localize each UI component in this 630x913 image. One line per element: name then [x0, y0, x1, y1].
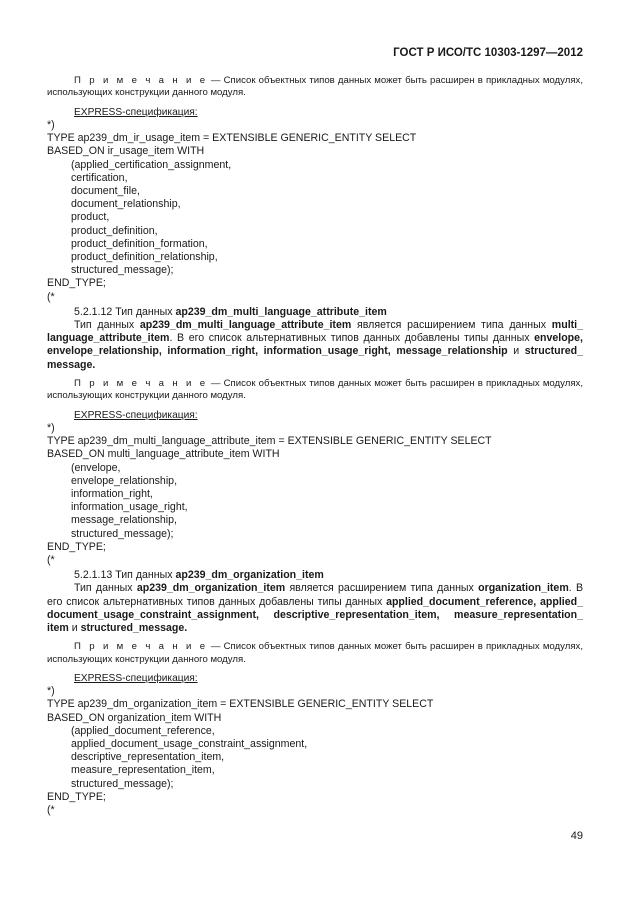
- open-comment: *): [47, 421, 55, 434]
- based-on-line: BASED_ON organization_item WITH: [47, 711, 222, 724]
- para-text: . В его список альтернативных типов данных добавлены типы данных: [47, 582, 584, 608]
- heading-number: 5.2.1.12 Тип данных: [74, 305, 176, 318]
- page-number: 49: [570, 830, 583, 842]
- para-text: является расширением типа данных: [351, 319, 552, 332]
- para-bold: multi_ language_attribute_item: [47, 319, 583, 345]
- select-item: applied_document_usage_constraint_assignment,: [71, 737, 308, 750]
- para-text: Тип данных: [74, 582, 137, 595]
- type-line: TYPE ap239_dm_ir_usage_item = EXTENSIBLE GENERIC_ENTITY SELECT: [47, 132, 417, 145]
- select-item: envelope_relationship,: [71, 474, 178, 487]
- open-comment: *): [47, 685, 55, 698]
- note-text: — Список объектных типов данных может быть расширен в прикладных модулях, использующих конструкции данного модуля.: [47, 75, 583, 99]
- code-block-3: [47, 685, 583, 817]
- select-item: structured_message);: [71, 777, 174, 790]
- select-item: structured_message);: [71, 264, 174, 277]
- select-item: (applied_certification_assignment,: [71, 158, 232, 171]
- select-item: (applied_document_reference,: [71, 724, 215, 737]
- note-text: — Список объектных типов данных может быть расширен в прикладных модулях, использующих конструкции данного модуля.: [47, 377, 583, 402]
- express-label-1: EXPRESS-спецификация:: [74, 106, 198, 118]
- para-bold: ap239_dm_multi_language_attribute_item: [139, 319, 352, 332]
- close-comment: (*: [47, 553, 55, 566]
- section-paragraph: [47, 319, 583, 372]
- para-bold: ap239_dm_organization_item: [136, 582, 286, 595]
- para-text: Тип данных: [74, 319, 140, 332]
- select-item: message_relationship,: [71, 514, 177, 527]
- close-comment: (*: [47, 803, 55, 816]
- select-item: product_definition_formation,: [71, 237, 208, 250]
- select-item: descriptive_representation_item,: [71, 751, 225, 764]
- close-comment: (*: [47, 290, 55, 303]
- select-item: information_right,: [71, 487, 153, 500]
- para-bold: structured_ message.: [47, 345, 583, 371]
- para-text: . В его список альтернативных типов данных добавлены типы данных: [169, 332, 535, 345]
- code-block-2: [47, 422, 583, 567]
- based-on-line: BASED_ON multi_language_attribute_item WITH: [47, 448, 280, 461]
- note-3: [47, 641, 583, 666]
- para-bold: organization_item: [478, 582, 569, 595]
- heading-name: ap239_dm_organization_item: [175, 569, 324, 582]
- note-label: П р и м е ч а н и е: [74, 641, 208, 653]
- select-item: (envelope,: [71, 461, 121, 474]
- note-label: П р и м е ч а н и е: [74, 377, 208, 389]
- select-item: information_usage_right,: [71, 501, 188, 514]
- page-content: [47, 70, 583, 817]
- select-item: document_relationship,: [71, 198, 181, 211]
- select-item: product,: [71, 211, 110, 224]
- based-on-line: BASED_ON ir_usage_item WITH: [47, 145, 205, 158]
- page-header: ГОСТ Р ИСО/ТС 10303-1297—2012: [393, 47, 583, 59]
- type-line: TYPE ap239_dm_multi_language_attribute_item = EXTENSIBLE GENERIC_ENTITY SELECT: [47, 435, 492, 448]
- note-text: — Список объектных типов данных может быть расширен в прикладных модулях, использующих конструкции данного модуля.: [47, 641, 583, 665]
- para-text: и: [68, 621, 81, 634]
- end-type-line: END_TYPE;: [47, 277, 106, 290]
- select-item: product_definition,: [71, 224, 158, 237]
- para-text: является расширением типа данных: [285, 582, 479, 595]
- select-item: document_file,: [71, 185, 140, 198]
- para-bold: structured_message.: [80, 621, 188, 634]
- heading-name: ap239_dm_multi_language_attribute_item: [175, 305, 387, 318]
- open-comment: *): [47, 119, 55, 132]
- note-1: [47, 75, 583, 100]
- express-label-2: EXPRESS-спецификация:: [74, 409, 198, 421]
- type-line: TYPE ap239_dm_organization_item = EXTENSIBLE GENERIC_ENTITY SELECT: [47, 698, 434, 711]
- section-heading-5-2-1-13: [47, 569, 583, 582]
- note-label: П р и м е ч а н и е: [74, 75, 208, 86]
- para-bold: applied_document_reference, applied_ document_usage_constraint_assignment, descriptive_representation_item, measure_representation_ item: [47, 595, 583, 634]
- express-label-3: EXPRESS-спецификация:: [74, 672, 198, 684]
- code-block-1: [47, 119, 583, 304]
- note-2: [47, 378, 583, 403]
- para-bold: envelope, envelope_relationship, information_right, information_usage_right, message_relationship: [47, 332, 583, 358]
- section-paragraph: [47, 582, 583, 635]
- para-text: и: [507, 345, 525, 358]
- select-item: structured_message);: [71, 527, 174, 540]
- end-type-line: END_TYPE;: [47, 540, 106, 553]
- select-item: product_definition_relationship,: [71, 251, 218, 264]
- heading-number: 5.2.1.13 Тип данных: [74, 569, 176, 582]
- select-item: certification,: [71, 171, 128, 184]
- section-heading-5-2-1-12: [47, 306, 583, 319]
- select-item: measure_representation_item,: [71, 764, 215, 777]
- end-type-line: END_TYPE;: [47, 790, 106, 803]
